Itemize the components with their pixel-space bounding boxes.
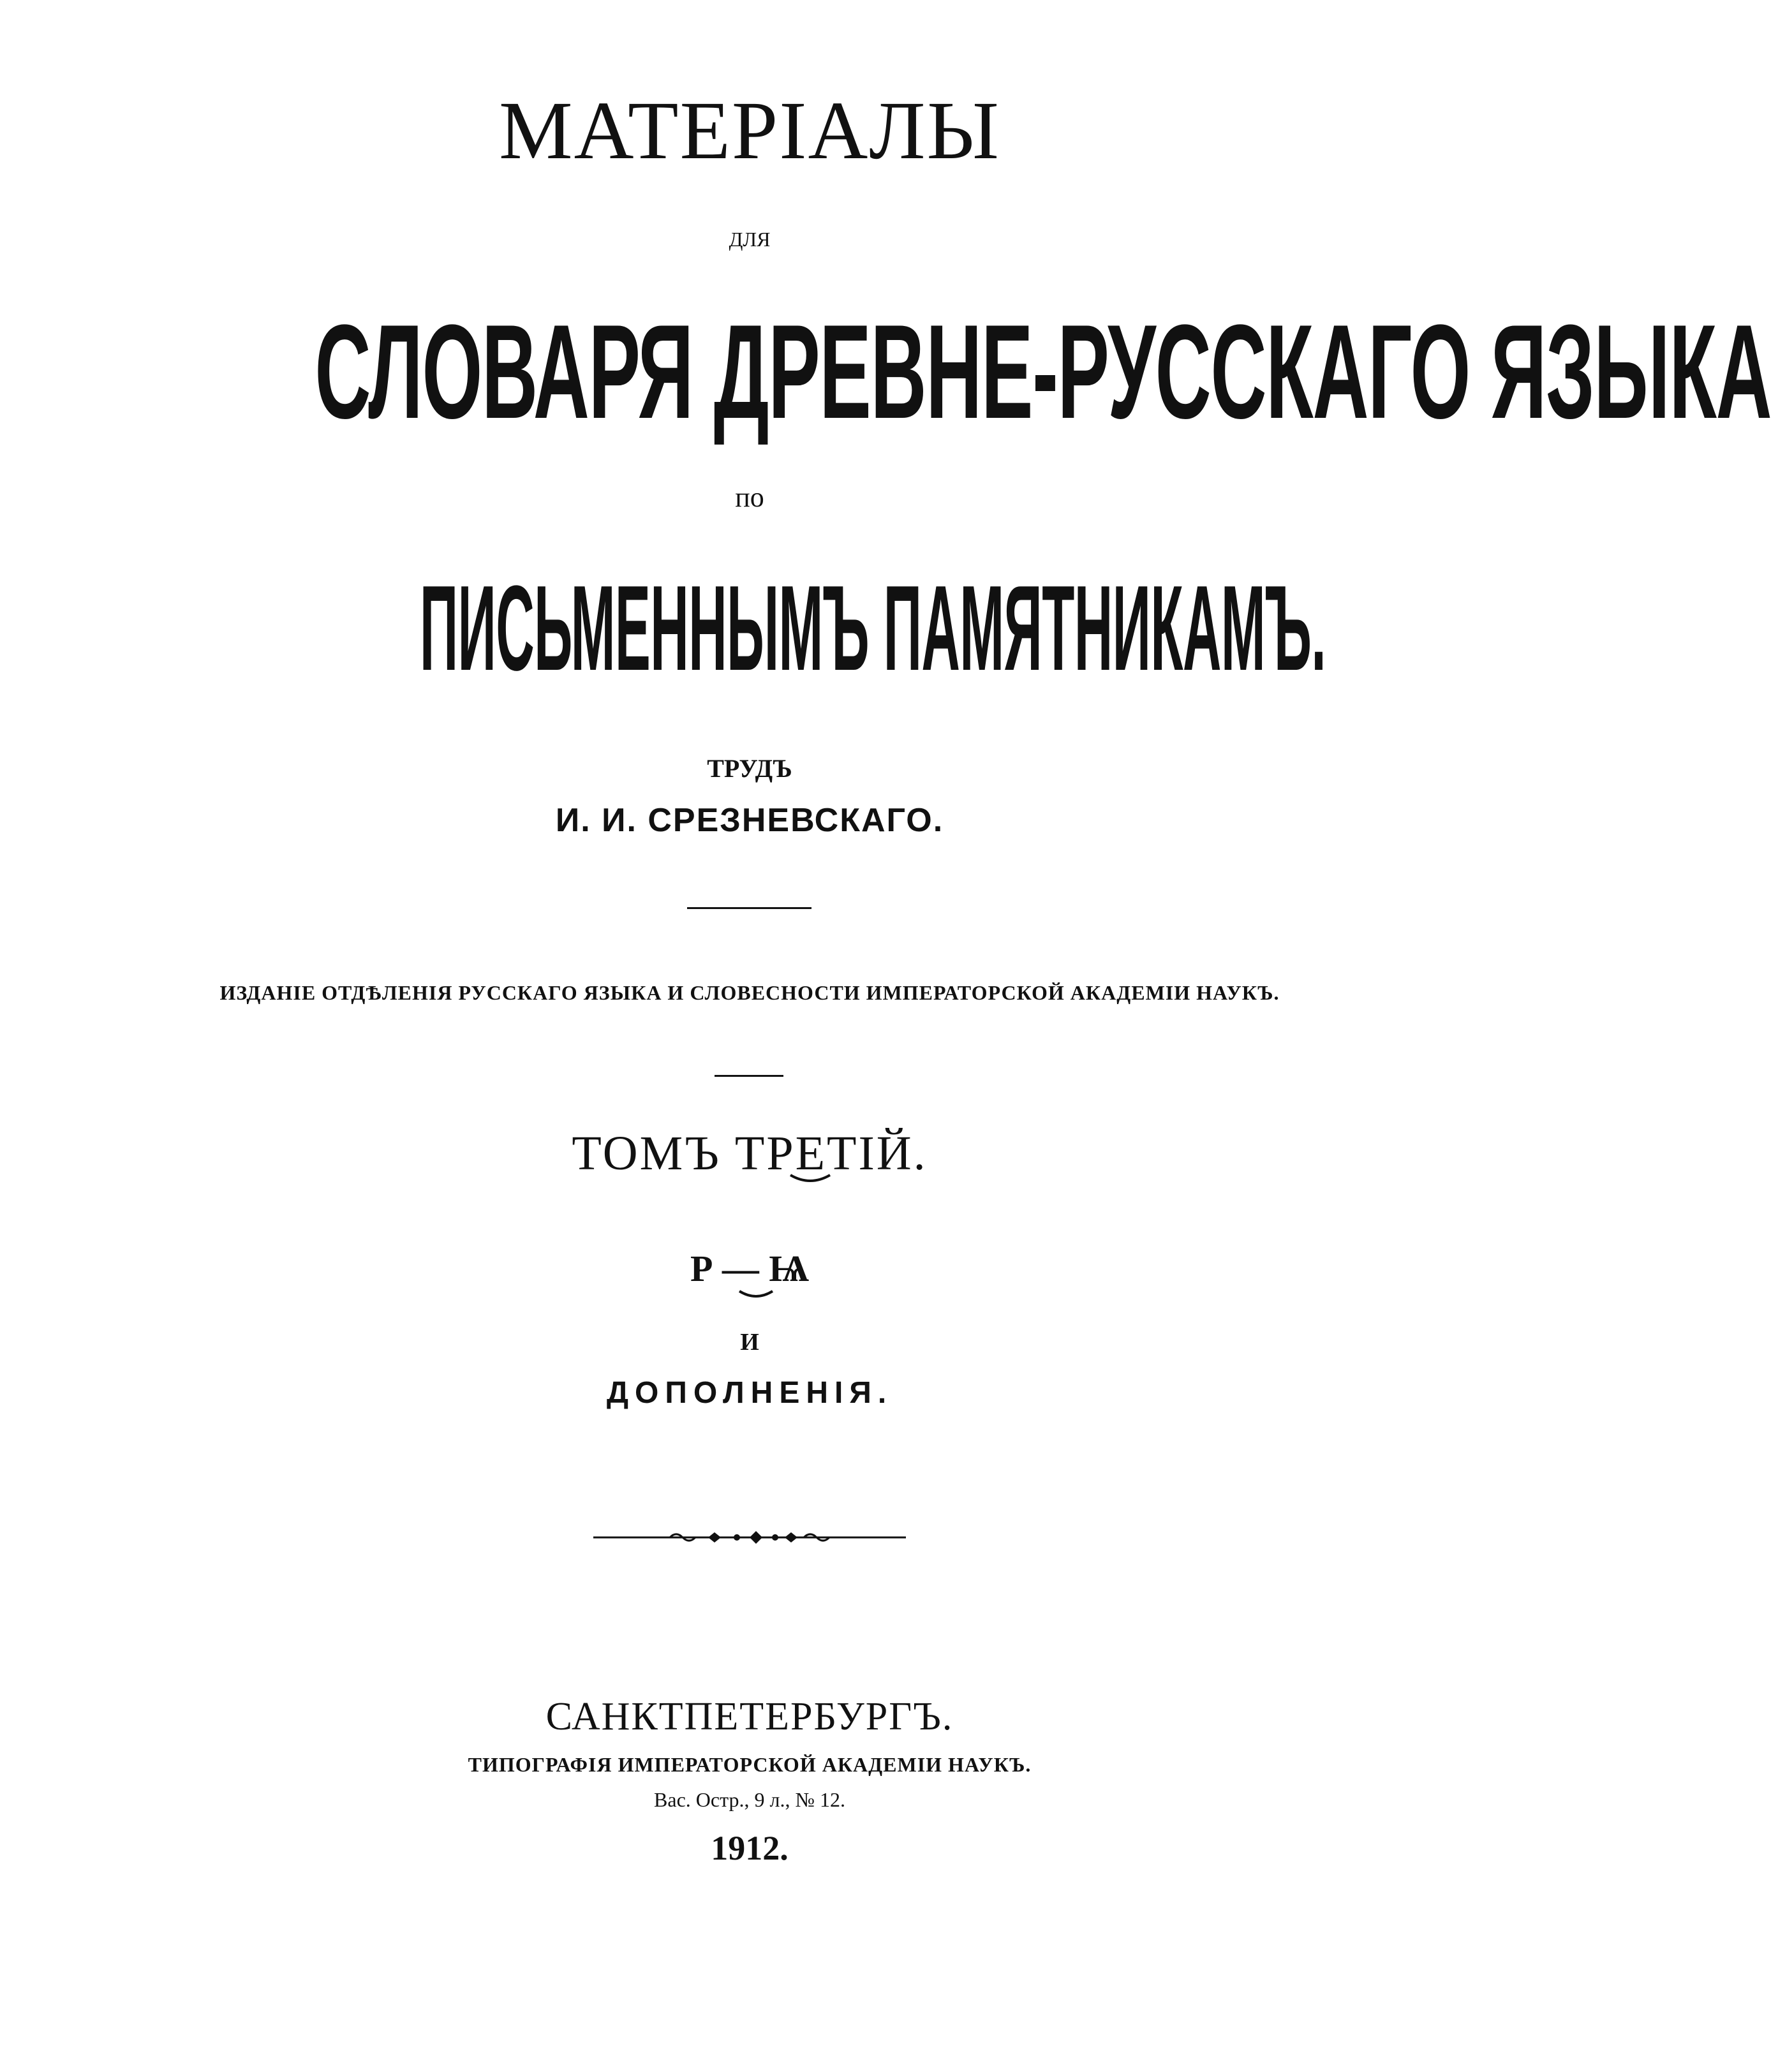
publisher-line: ИЗДАНІЕ ОТДѢЛЕНІЯ РУССКАГО ЯЗЫКА И СЛОВЕСНОСТИ ИМПЕРАТОРСКОЙ АКАДЕМІИ НАУКЪ. bbox=[219, 981, 1280, 1004]
title-connector-po: по bbox=[735, 482, 764, 513]
breve-mark-icon bbox=[737, 1289, 775, 1301]
divider-rule bbox=[687, 907, 811, 909]
publication-year: 1912. bbox=[711, 1829, 789, 1867]
work-label: ТРУДЪ bbox=[707, 754, 792, 783]
publication-city: САНКТПЕТЕРБУРГЪ. bbox=[545, 1695, 954, 1738]
volume-title: ТОМЪ ТРЕТІЙ. bbox=[572, 1127, 928, 1180]
letter-range: Р — Ѩ bbox=[690, 1248, 810, 1289]
breve-mark-icon bbox=[788, 1173, 833, 1185]
supplements-title: ДОПОЛНЕНІЯ. bbox=[606, 1376, 893, 1410]
printing-house: ТИПОГРАФІЯ ИМПЕРАТОРСКОЙ АКАДЕМІИ НАУКЪ. bbox=[468, 1753, 1032, 1776]
divider-rule bbox=[715, 1075, 783, 1077]
subtitle-main: СЛОВАРЯ ДРЕВНЕ-РУССКАГО ЯЗЫКА bbox=[315, 297, 1771, 447]
ornament-divider-icon bbox=[593, 1528, 906, 1547]
title-connector-dlya: для bbox=[729, 220, 771, 253]
printing-address: Вас. Остр., 9 л., № 12. bbox=[654, 1788, 845, 1811]
conjunction-and: И bbox=[740, 1329, 759, 1356]
page-title: МАТЕРІАЛЫ bbox=[499, 85, 1000, 177]
subtitle-secondary: ПИСЬМЕННЫМЪ ПАМЯТНИКАМЪ. bbox=[420, 561, 1326, 696]
author-name: И. И. СРЕЗНЕВСКАГО. bbox=[555, 802, 944, 839]
